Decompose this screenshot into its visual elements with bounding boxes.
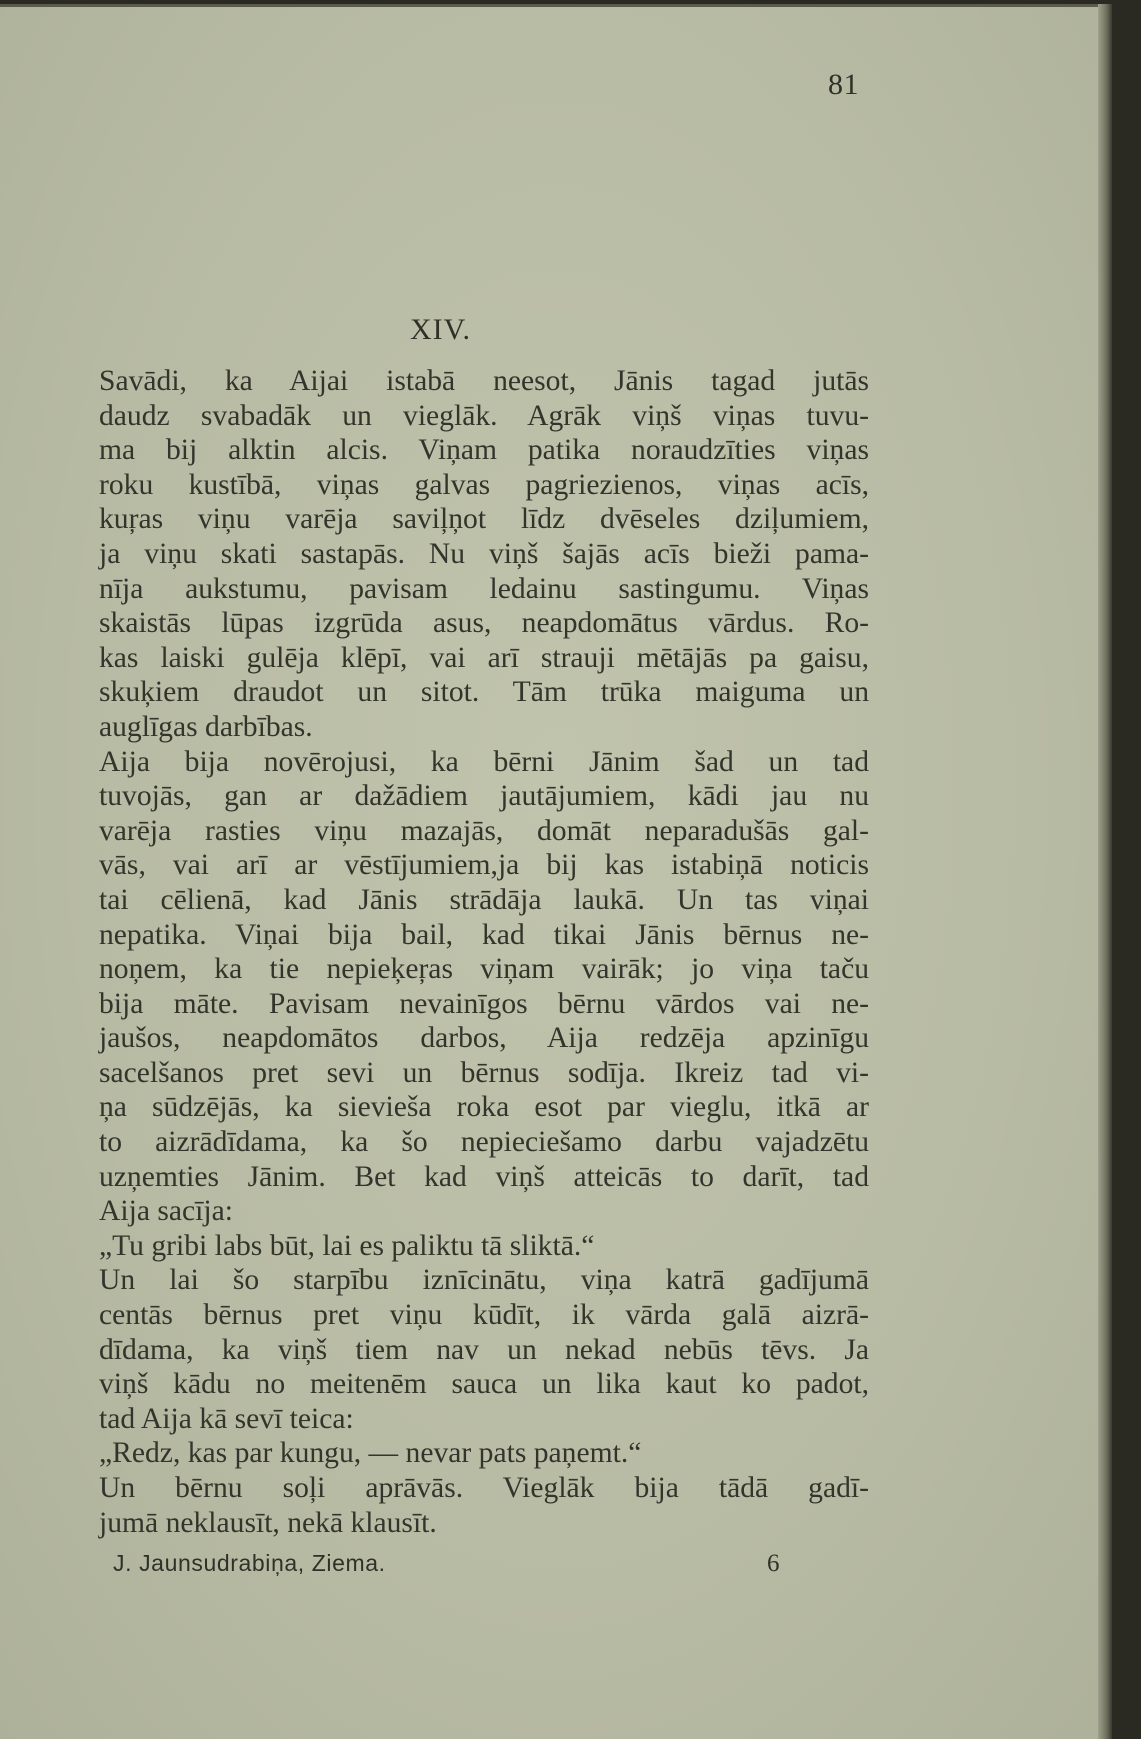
text-line: varēja rasties viņu mazajās, domāt neparadušās gal- — [99, 814, 869, 847]
text-line: centās bērnus pret viņu kūdīt, ik vārda galā aizrā- — [99, 1299, 869, 1332]
text-line: ja viņu skati sastapās. Nu viņš šajās acīs bieži pama- — [99, 537, 869, 570]
text-line: Aija sacīja: — [99, 1195, 233, 1228]
text-line: skaistās lūpas izgrūda asus, neapdomātus vārdus. Ro- — [99, 607, 869, 640]
page-edge-shadow — [1098, 4, 1112, 1739]
text-line: Un bērnu soļi aprāvās. Vieglāk bija tādā gadī- — [99, 1472, 869, 1504]
text-line: tai cēlienā, kad Jānis strādāja laukā. Un tas viņai — [99, 883, 869, 916]
text-line: viņš kādu no meitenēm sauca un lika kaut ko padot, — [99, 1368, 869, 1401]
text-line: jaušos, neapdomātos darbos, Aija redzēja apzinīgu — [99, 1022, 869, 1055]
text-line: uzņemties Jānim. Bet kad viņš atteicās to darīt, tad — [99, 1160, 869, 1193]
text-line: tuvojās, gan ar dažādiem jautājumiem, kādi jau nu — [99, 780, 869, 813]
signature-mark: J. Jaunsudrabiņa, Ziema. — [113, 1550, 386, 1576]
text-line: ņa sūdzējās, ka sieviešа roka esot par vieglu, itkā ar — [99, 1091, 869, 1124]
text-line: roku kustībā, viņas galvas pagriezienos, viņas acīs, — [99, 468, 869, 501]
text-line: daudz svabadāk un vieglāk. Agrāk viņš viņas tuvu- — [99, 399, 869, 432]
text-line: Un lai šo starpību iznīcinātu, viņa katrā gadījumā — [99, 1264, 869, 1297]
text-line: sacelšanos pret sevi un bērnus sodīja. Ikreiz tad vi- — [99, 1056, 869, 1089]
text-line: noņem, ka tie nepieķeŗas viņam vairāk; jo viņa taču — [99, 953, 869, 986]
printer-footer — [113, 1550, 793, 1577]
text-line: ma bij alktin alcis. Viņam patika noraudzīties viņas — [99, 434, 869, 467]
text-line: nepatika. Viņai bija bail, kad tikai Jānis bērnus ne- — [99, 918, 869, 951]
top-rule — [0, 4, 1112, 7]
text-line: tad Aija kā sevī teica: — [99, 1402, 354, 1435]
text-line: „Tu gribi labs būt, lai es paliktu tā sliktā.“ — [99, 1229, 595, 1262]
text-line: vās, vai arī ar vēstījumiem,ja bij kas istabiņā noticis — [99, 849, 869, 882]
text-line: skuķiem draudot un sitot. Tām trūka maiguma un — [99, 676, 869, 709]
body-text — [99, 364, 869, 1540]
text-line: to aizrādīdama, ka šo nepieciešamo darbu vajadzētu — [99, 1126, 869, 1159]
chapter-heading: XIV. — [410, 313, 471, 346]
text-line: nīja aukstumu, pavisam ledainu sastingumu. Viņas — [99, 572, 869, 605]
text-line: Aija bija novērojusi, ka bērni Jānim šad un tad — [99, 745, 869, 778]
text-line: dīdama, ka viņš tiem nav un nekad nebūs tēvs. Ja — [99, 1333, 869, 1366]
text-line: kuŗas viņu varēja saviļņot līdz dvēseles dziļumiem, — [99, 503, 869, 536]
text-line: Savādi, ka Aijai istabā neesot, Jānis tagad jutās — [99, 365, 869, 397]
book-page — [0, 4, 1112, 1739]
text-line: auglīgas darbības. — [99, 710, 313, 743]
text-line: „Redz, kas par kungu, — nevar pats paņemt.“ — [99, 1437, 642, 1470]
text-line: jumā neklausīt, nekā klausīt. — [99, 1506, 437, 1539]
page-number: 81 — [828, 68, 859, 101]
text-line: kas laiski gulēja klēpī, vai arī strauji mētājās pa gaisu, — [99, 641, 869, 674]
sheet-number: 6 — [767, 1550, 781, 1577]
text-line: bija māte. Pavisam nevainīgos bērnu vārdos vai ne- — [99, 987, 869, 1020]
